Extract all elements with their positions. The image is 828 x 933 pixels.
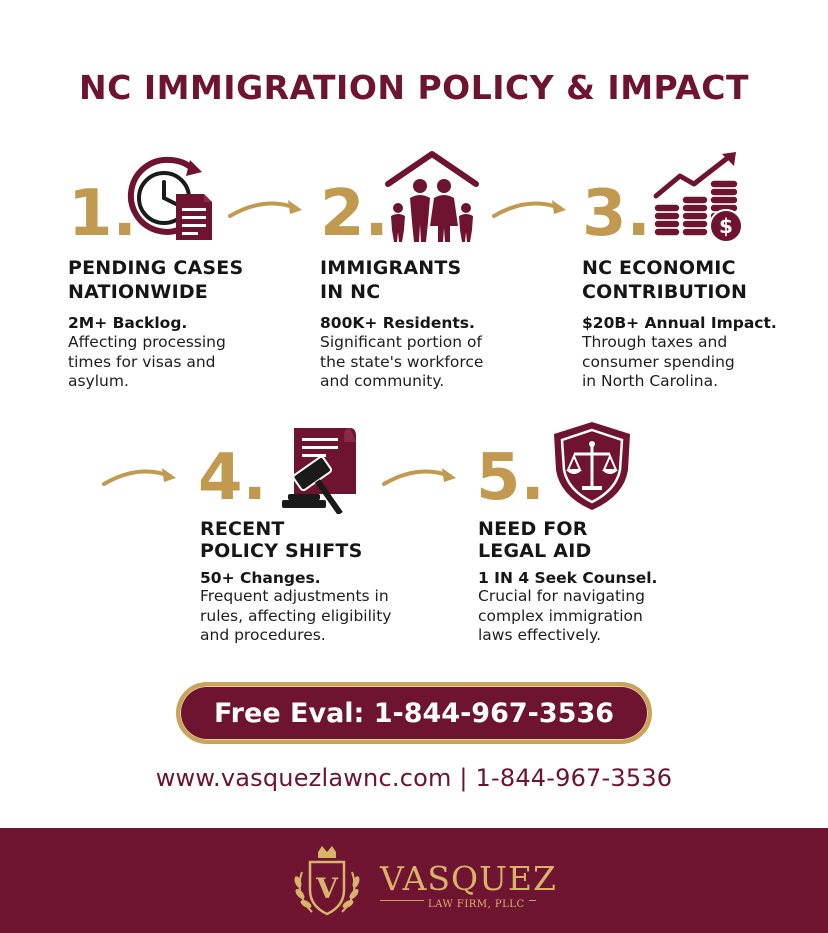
arrow-right-icon [100,462,180,492]
arrow-right-icon [380,462,460,492]
item-stat-2: 800K+ Residents. [320,314,475,332]
firm-logo-icon [288,842,366,922]
item-stat-1: 2M+ Backlog. [68,314,188,332]
item-stat-3: $20B+ Annual Impact. [582,314,777,332]
arrow-right-icon [226,194,306,224]
item-number-2: 2. [320,177,389,251]
item-desc-2: Significant portion of the state's workforce and community. [320,333,484,390]
brand-subtitle: LAW FIRM, PLLC [424,899,529,910]
item-number-3: 3. [582,177,651,251]
item-number-4: 4. [198,441,267,515]
contact-separator: | [451,764,476,792]
item-number-5: 5. [476,441,545,515]
logo-letter: V [316,872,338,905]
item-heading-5: NEED FOR LEGAL AID [478,518,592,562]
item-desc-4: Frequent adjustments in rules, affecting eligibility and procedures. [200,587,392,644]
item-stat-5: 1 IN 4 Seek Counsel. [478,569,658,587]
item-number-1: 1. [68,177,137,251]
shield-scales-icon [550,420,634,512]
item-desc-3: Through taxes and consumer spending in North Carolina. [582,333,735,390]
brand-name: VASQUEZ [380,859,557,898]
gavel-document-icon [274,424,370,514]
free-eval-button[interactable]: Free Eval: 1-844-967-3536 [176,682,652,744]
arrow-right-icon [490,194,570,224]
svg-text:$: $ [719,214,733,238]
contact-line [0,764,828,792]
page-title: NC IMMIGRATION POLICY & IMPACT [79,68,749,107]
item-stat-4: 50+ Changes. [200,569,321,587]
family-house-icon [382,150,482,246]
coins-growth-icon [650,150,746,246]
clock-document-icon [124,152,216,244]
website-link[interactable]: www.vasquezlawnc.com [155,764,452,792]
item-heading-2: IMMIGRANTS IN NC [320,257,462,303]
item-heading-4: RECENT POLICY SHIFTS [200,518,363,562]
item-heading-1: PENDING CASES NATIONWIDE [68,257,244,303]
item-desc-1: Affecting processing times for visas and asylum. [68,333,226,390]
item-heading-3: NC ECONOMIC CONTRIBUTION [582,257,748,303]
phone-link[interactable]: 1-844-967-3536 [475,764,673,792]
item-desc-5: Crucial for navigating complex immigration laws effectively. [478,587,646,644]
